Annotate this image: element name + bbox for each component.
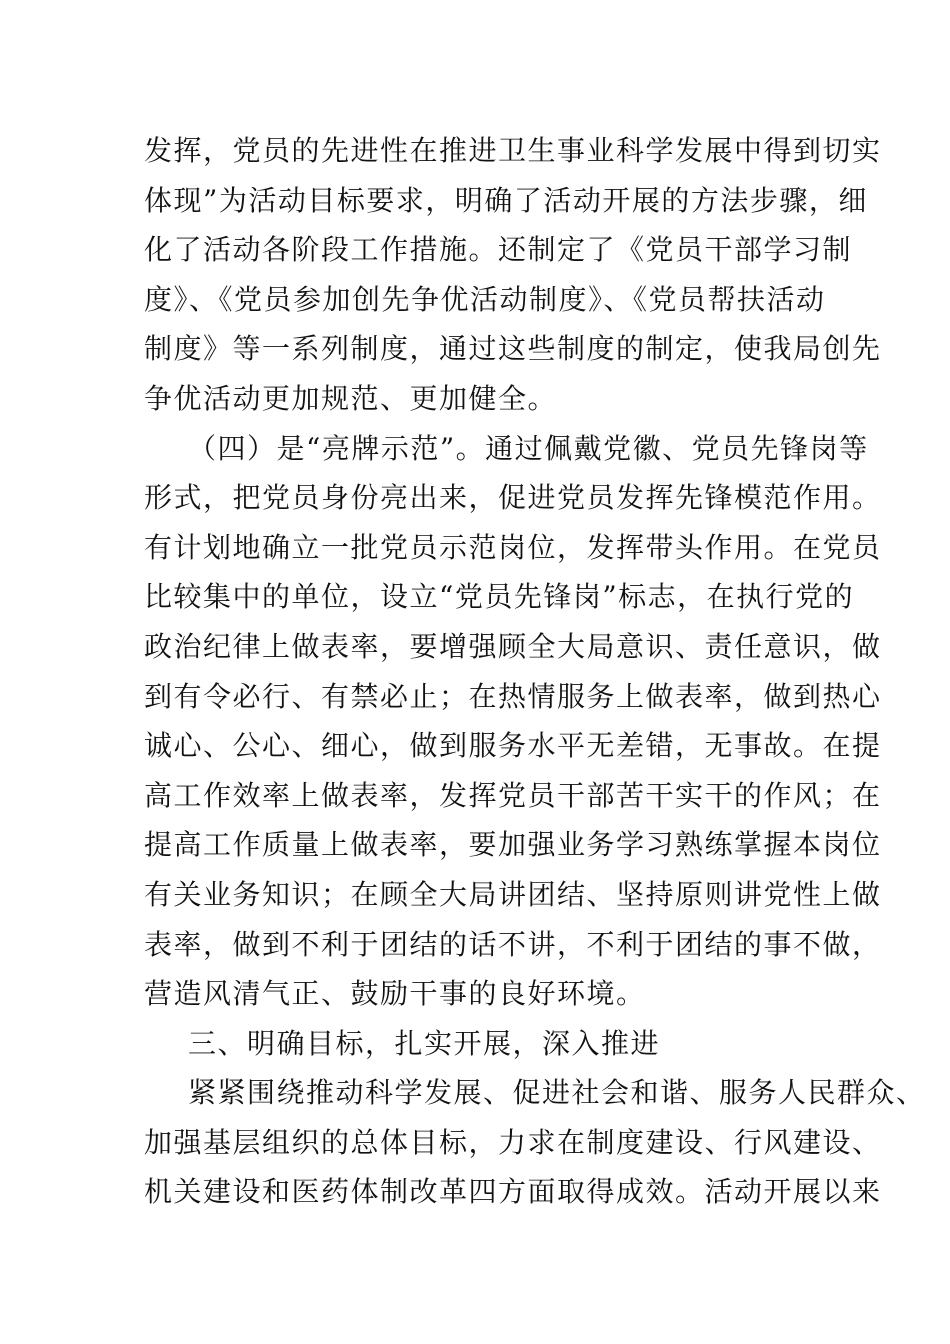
text-line: 到有令必行、有禁必止；在热情服务上做表率，做到热心	[144, 679, 882, 713]
text-line: 度》、《党员参加创先争优活动制度》、《党员帮扶活动	[144, 282, 826, 316]
text-line: 加强基层组织的总体目标，力求在制度建设、行风建设、	[144, 1125, 882, 1159]
text-line: 发挥，党员的先进性在推进卫生事业科学发展中得到切实	[144, 134, 882, 167]
text-line: 政治纪律上做表率，要增强顾全大局意识、责任意识，做	[144, 629, 882, 663]
text-line: 体现”为活动目标要求，明确了活动开展的方法步骤，细	[144, 183, 868, 217]
text-line: 比较集中的单位，设立“党员先锋岗”标志，在执行党的	[144, 580, 855, 614]
text-line: 有关业务知识；在顾全大局讲团结、坚持原则讲党性上做	[144, 877, 882, 911]
text-line: 形式，把党员身份亮出来，促进党员发挥先锋模范作用。	[144, 481, 882, 515]
paragraph-first-line: （四）是“亮牌示范”。通过佩戴党徽、党员先锋岗等	[188, 431, 869, 465]
text-line: 诚心、公心、细心，做到服务水平无差错，无事故。在提	[144, 729, 882, 763]
paragraph-first-line: 紧紧围绕推动科学发展、促进社会和谐、服务人民群众、	[188, 1076, 926, 1110]
text-line: 争优活动更加规范、更加健全。	[144, 381, 558, 415]
text-line: 有计划地确立一批党员示范岗位，发挥带头作用。在党员	[144, 530, 882, 564]
body-text	[144, 126, 926, 1217]
section-heading: 三、明确目标，扎实开展，深入推进	[188, 1026, 661, 1060]
text-line: 营造风清气正、鼓励干事的良好环境。	[144, 977, 646, 1011]
text-line: 化了活动各阶段工作措施。还制定了《党员干部学习制	[144, 233, 853, 267]
text-line: 表率，做到不利于团结的话不讲，不利于团结的事不做，	[144, 927, 882, 961]
text-line: 高工作效率上做表率，发挥党员干部苦干实干的作风；在	[144, 778, 882, 812]
text-line: 提高工作质量上做表率，要加强业务学习熟练掌握本岗位	[144, 828, 882, 862]
text-line: 制度》等一系列制度，通过这些制度的制定，使我局创先	[144, 332, 882, 366]
text-line: 机关建设和医药体制改革四方面取得成效。活动开展以来	[144, 1175, 882, 1209]
